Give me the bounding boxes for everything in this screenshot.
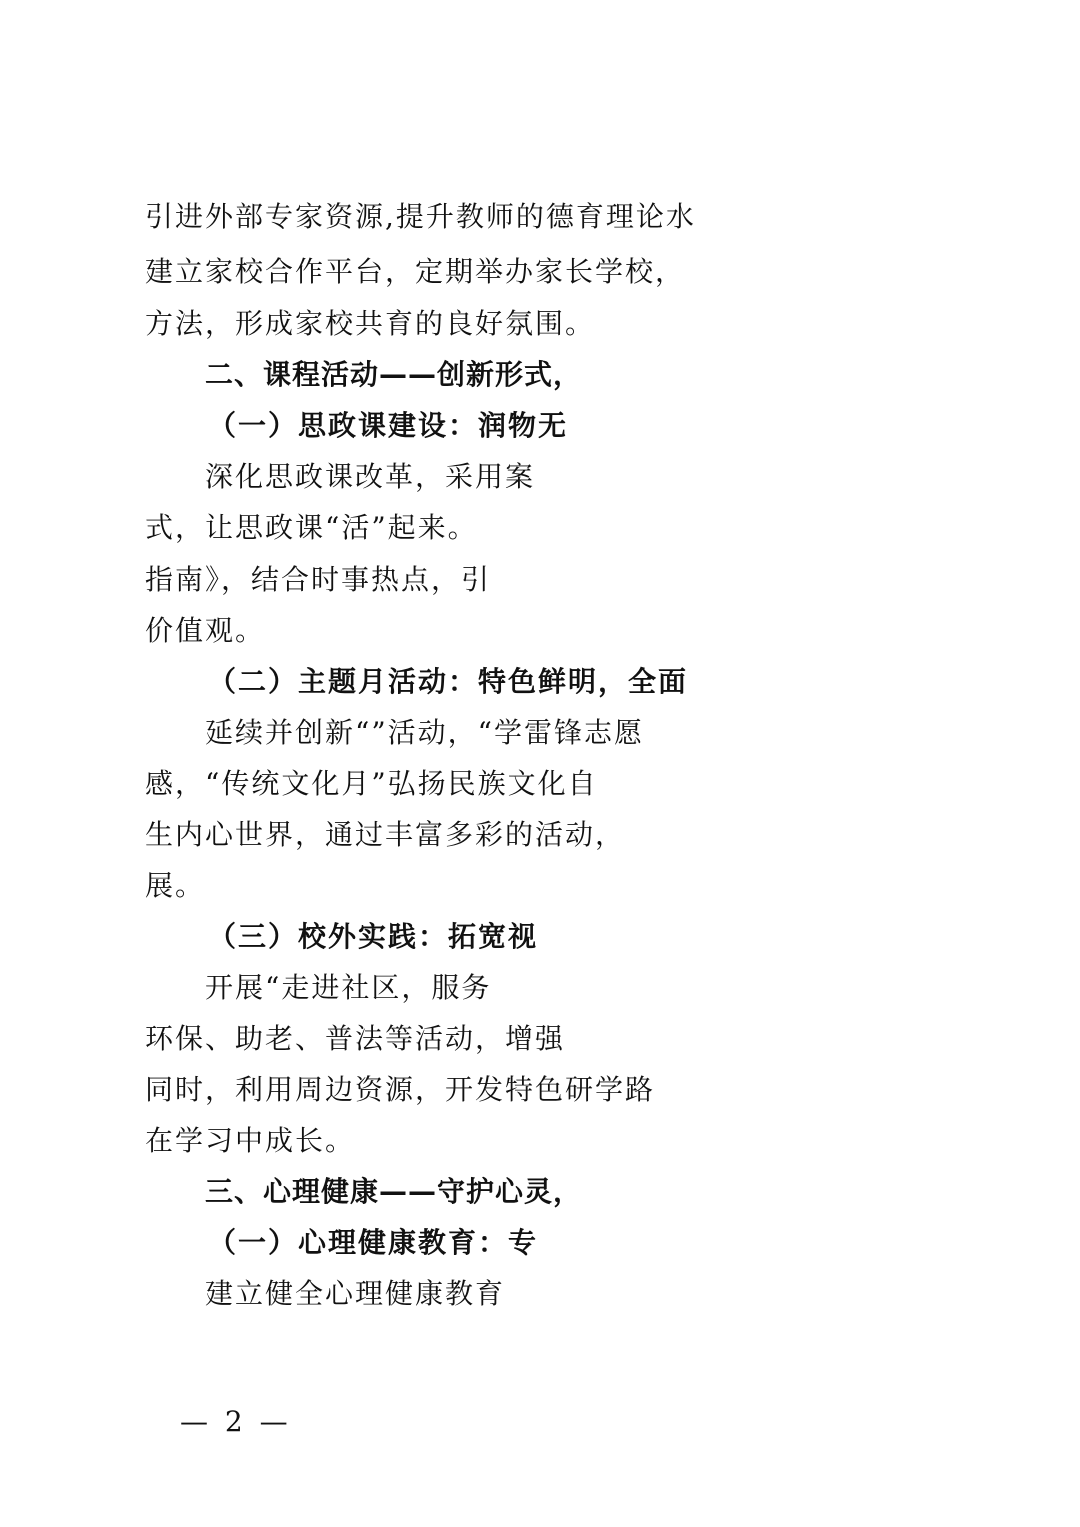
- body-line: 建立健全心理健康教育: [205, 1277, 506, 1310]
- body-line: 指南》，结合时事热点，引: [145, 563, 492, 596]
- body-line: 式，让思政课“活”起来。: [145, 511, 478, 544]
- body-line: 引进外部专家资源,提升教师的德育理论水: [145, 200, 696, 233]
- subsection-heading: （二）主题月活动：特色鲜明，全面: [208, 665, 689, 698]
- body-line: 生内心世界，通过丰富多彩的活动，: [145, 818, 626, 851]
- body-line: 在学习中成长。: [145, 1124, 356, 1157]
- section-heading: 二、课程活动——创新形式，: [205, 358, 583, 391]
- body-line: 价值观。: [145, 614, 266, 647]
- body-line: 同时，利用周边资源，开发特色研学路: [145, 1073, 656, 1106]
- body-line: 深化思政课改革，采用案: [205, 460, 536, 493]
- section-heading: 三、心理健康——守护心灵，: [205, 1175, 583, 1208]
- body-line: 环保、助老、普法等活动，增强: [145, 1022, 566, 1055]
- subsection-heading: （三）校外实践：拓宽视: [208, 920, 539, 953]
- body-line: 延续并创新“”活动，“学雷锋志愿: [205, 716, 644, 749]
- body-line: 展。: [145, 869, 206, 902]
- body-line: 开展“走进社区，服务: [205, 971, 492, 1004]
- subsection-heading: （一）心理健康教育：专: [208, 1226, 539, 1259]
- body-line: 建立家校合作平台，定期举办家长学校，: [145, 255, 686, 288]
- subsection-heading: （一）思政课建设：润物无: [208, 409, 569, 442]
- page-number: — 2 —: [180, 1405, 292, 1438]
- body-line: 感，“传统文化月”弘扬民族文化自: [145, 767, 598, 800]
- body-line: 方法，形成家校共育的良好氛围。: [145, 307, 596, 340]
